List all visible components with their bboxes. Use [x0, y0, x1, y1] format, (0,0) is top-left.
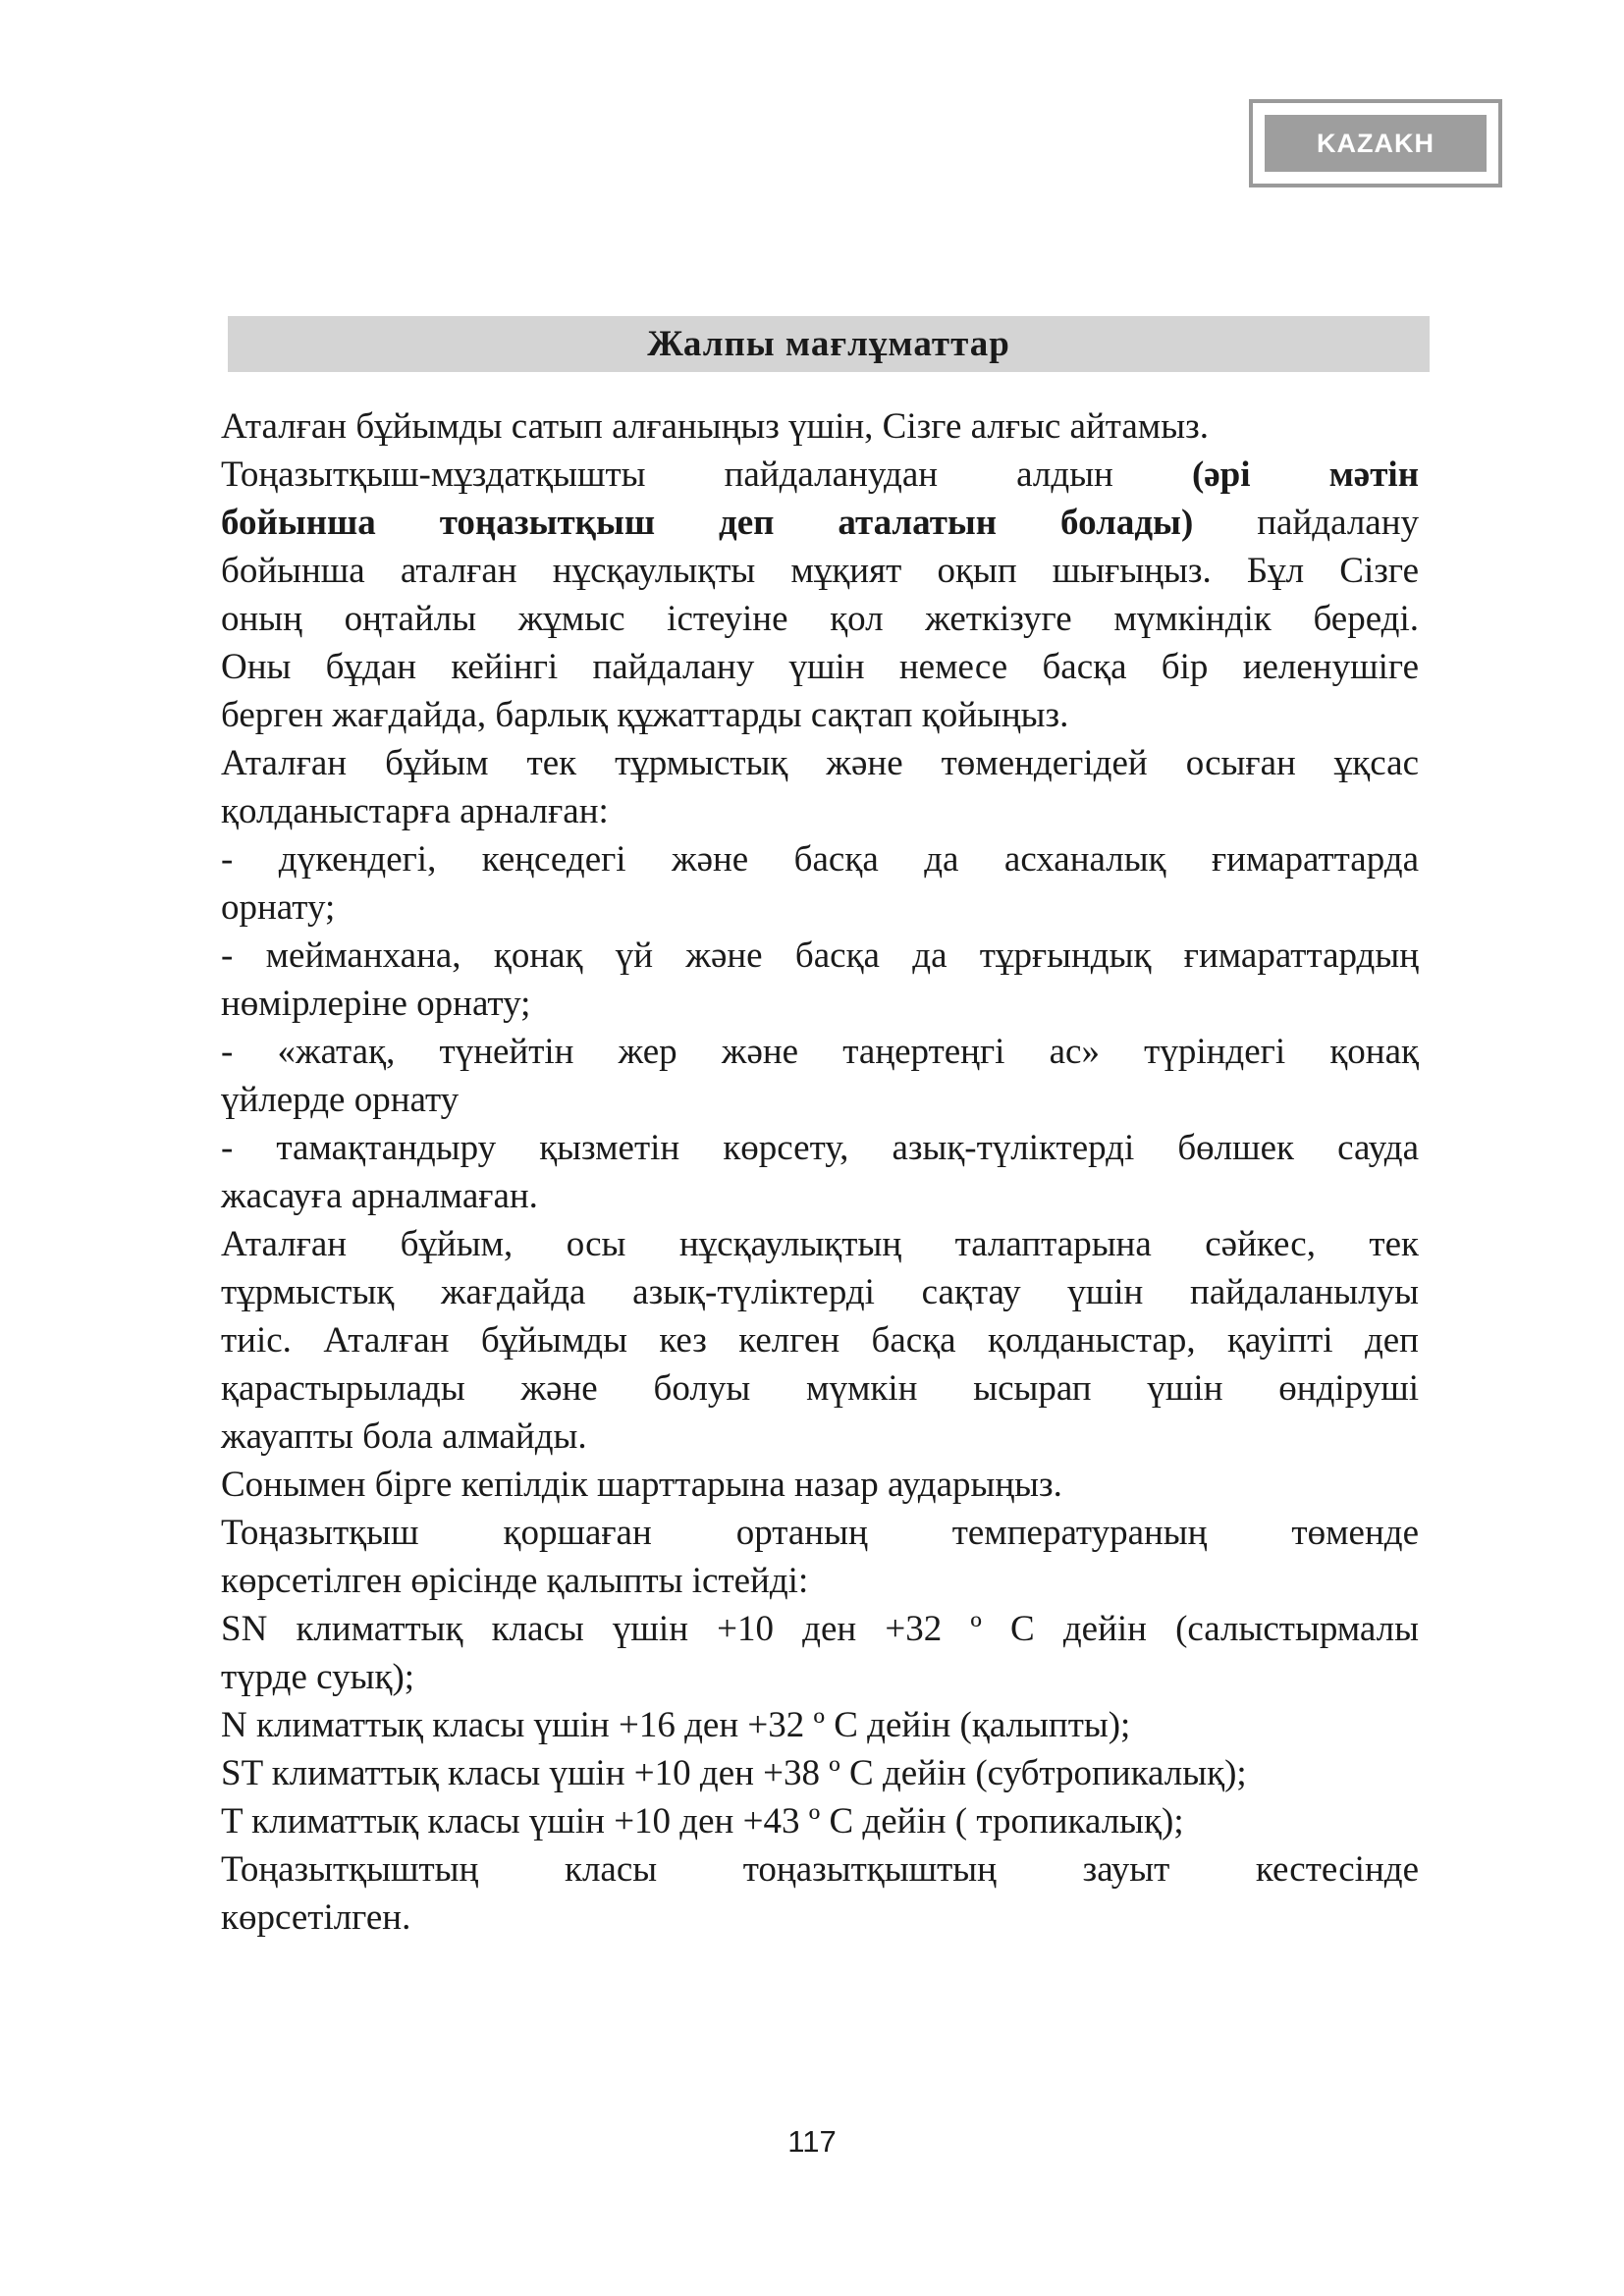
text-line: N климаттық класы үшін +16 ден +32 º С дейін (қалыпты);: [221, 1705, 1131, 1745]
text-line: берген жағдайда, барлық құжаттарды сақтап қойыңыз.: [221, 695, 1069, 735]
text-line: - мейманхана, қонақ үй және басқа да тұрғындық ғимараттардың: [221, 935, 1419, 976]
text-line: Оны бұдан кейінгі пайдалану үшін немесе басқа бір иеленушіге: [221, 647, 1419, 687]
language-tab: [1249, 99, 1502, 187]
text-line: Тоңазытқыш-мұздатқышты пайдаланудан алдын (әрі мәтін: [221, 454, 1420, 495]
page-number: 117: [787, 2124, 837, 2159]
text-line: Тоңазытқыштың класы тоңазытқыштың зауыт кестесінде: [221, 1849, 1419, 1890]
text-line: тиіс. Аталған бұйымды кез келген басқа қолданыстар, қауіпті деп: [221, 1320, 1419, 1361]
text-line: Аталған бұйымды сатып алғаныңыз үшін, Сізге алғыс айтамыз.: [221, 406, 1209, 447]
section-title: Жалпы мағлұматтар: [228, 316, 1430, 372]
text-line: - тамақтандыру қызметін көрсету, азық-түліктерді бөлшек сауда: [221, 1128, 1419, 1168]
text-line: - «жатақ, түнейтін жер және таңертеңгі ас» түріндегі қонақ: [221, 1032, 1419, 1072]
text-line: жасауға арналмаған.: [221, 1176, 538, 1216]
text-line: - дүкендегі, кеңседегі және басқа да асханалық ғимараттарда: [221, 839, 1419, 880]
text-line: көрсетілген.: [221, 1897, 411, 1938]
text-line: жауапты бола алмайды.: [221, 1416, 587, 1457]
bold-phrase: бойынша тоңазытқыш деп аталатын болады): [221, 503, 1194, 543]
body-text: [221, 402, 1419, 1942]
text-line: Аталған бұйым, осы нұсқаулықтың талаптарына сәйкес, тек: [221, 1224, 1419, 1264]
text-line: нөмірлеріне орнату;: [221, 984, 531, 1024]
text-line: көрсетілген өрісінде қалыпты істейді:: [221, 1561, 809, 1601]
text-line: тұрмыстық жағдайда азық-түліктерді сақтау үшін пайдаланылуы: [221, 1272, 1419, 1312]
language-tab-label: KAZAKH: [1265, 115, 1487, 172]
text-line: қолданыстарға арналған:: [221, 791, 609, 831]
text-line: түрде суық);: [221, 1657, 415, 1697]
text-line: қарастырылады және болуы мүмкін ысырап үшін өндіруші: [221, 1368, 1419, 1409]
text-line: Аталған бұйым тек тұрмыстық және төмендегідей осыған ұқсас: [221, 743, 1419, 783]
bold-phrase: (әрі мәтін: [1191, 454, 1420, 495]
text-line: Сонымен бірге кепілдік шарттарына назар аударыңыз.: [221, 1465, 1062, 1505]
text-line: SN климаттық класы үшін +10 ден +32 º С дейін (салыстырмалы: [221, 1609, 1419, 1649]
text-line: орнату;: [221, 887, 336, 928]
text-line: ST климаттық класы үшін +10 ден +38 º С дейін (субтропикалық);: [221, 1753, 1247, 1793]
text-line: бойынша аталған нұсқаулықты мұқият оқып шығыңыз. Бұл Сізге: [221, 551, 1419, 591]
text-line: Тоңазытқыш қоршаған ортаның температураның төменде: [221, 1513, 1419, 1553]
text-line: оның оңтайлы жұмыс істеуіне қол жеткізуге мүмкіндік береді.: [221, 599, 1419, 639]
text-line: T климаттық класы үшін +10 ден +43 º С дейін ( тропикалық);: [221, 1801, 1184, 1842]
text-line: бойынша тоңазытқыш деп аталатын болады) пайдалану: [221, 503, 1420, 543]
text-line: үйлерде орнату: [221, 1080, 460, 1120]
